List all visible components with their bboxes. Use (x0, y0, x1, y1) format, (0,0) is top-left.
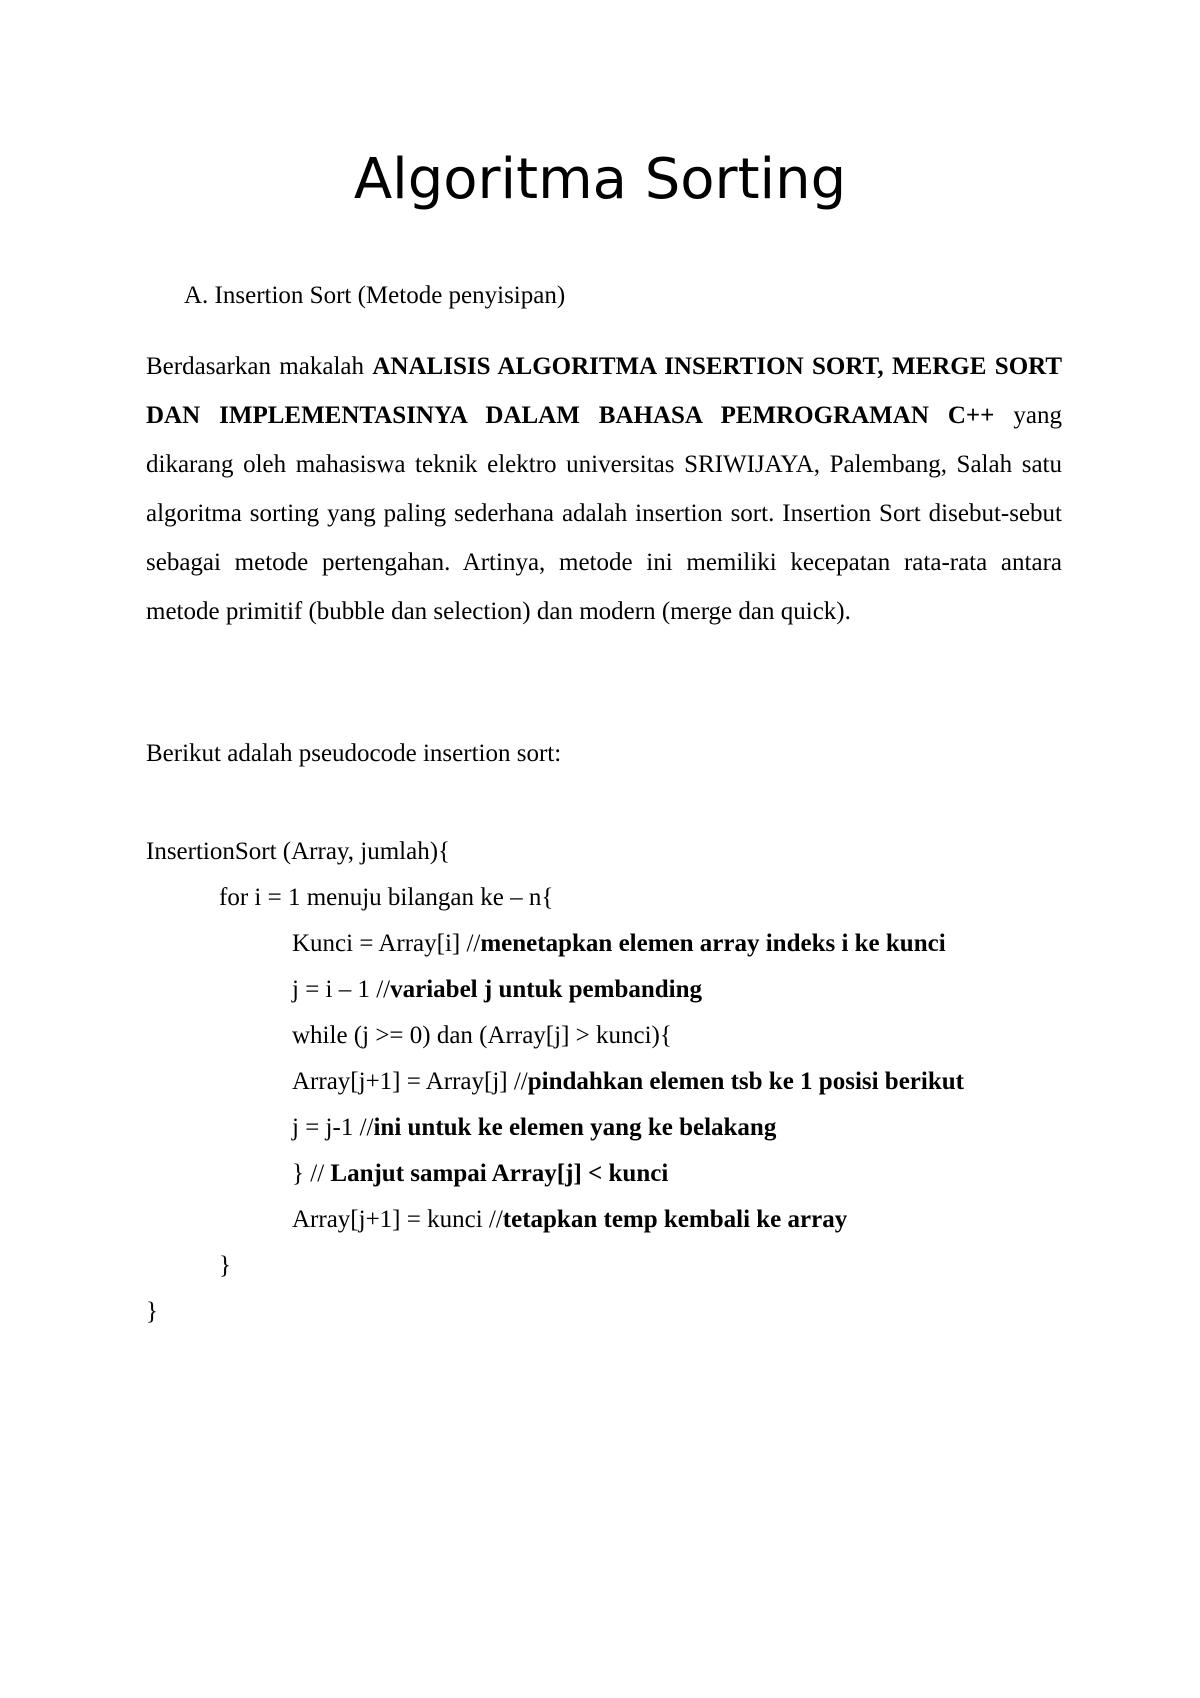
code-comment: ini untuk ke elemen yang ke belakang (373, 1114, 777, 1141)
section-heading: A. Insertion Sort (Metode penyisipan) (184, 282, 566, 309)
code-line-8 (292, 1158, 668, 1190)
code-text: Array[j+1] = kunci // (292, 1206, 503, 1233)
code-text: Array[j+1] = Array[j] // (292, 1068, 528, 1095)
code-comment: tetapkan temp kembali ke array (502, 1206, 848, 1233)
code-line-9 (292, 1204, 847, 1236)
code-line-10: } (219, 1252, 231, 1279)
code-line-1: InsertionSort (Array, jumlah){ (146, 838, 451, 865)
code-line-5: while (j >= 0) dan (Array[j] > kunci){ (292, 1022, 672, 1049)
code-line-6 (292, 1066, 964, 1098)
paragraph-text-start: Berdasarkan makalah (146, 353, 373, 380)
page-title: Algoritma Sorting (353, 147, 847, 212)
code-comment: variabel j untuk pembanding (390, 976, 703, 1003)
code-text: Kunci = Array[i] // (292, 930, 481, 957)
code-text: } // (292, 1160, 331, 1187)
code-line-4 (292, 974, 702, 1006)
code-comment: Lanjut sampai Array[j] < kunci (330, 1160, 669, 1187)
code-line-3 (292, 928, 946, 960)
body-paragraph (146, 342, 1062, 636)
code-line-11: } (146, 1298, 158, 1325)
code-comment: menetapkan elemen array indeks i ke kunci (480, 930, 946, 957)
code-line-2: for i = 1 menuju bilangan ke – n{ (219, 884, 554, 911)
code-comment: pindahkan elemen tsb ke 1 posisi berikut (527, 1068, 964, 1095)
paragraph-text-end: yang dikarang oleh mahasiswa teknik elektro universitas SRIWIJAYA, Palembang, Salah satu algoritma sorting yang paling sederhana adalah insertion sort. Insertion Sort disebut-sebut sebagai metode pertengahan. Artinya, metode ini memiliki kecepatan rata-rata antara metode primitif (bubble dan selection) dan modern (merge dan quick). (146, 402, 1062, 625)
pseudocode-intro: Berikut adalah pseudocode insertion sort: (146, 740, 562, 767)
code-text: j = j-1 // (292, 1114, 374, 1141)
code-text: j = i – 1 // (292, 976, 391, 1003)
paragraph-bold-reference: ANALISIS ALGORITMA INSERTION SORT, MERGE SORT DAN IMPLEMENTASINYA DALAM BAHASA PEMROGRAMAN C++ (146, 353, 1062, 429)
code-line-7 (292, 1112, 776, 1144)
